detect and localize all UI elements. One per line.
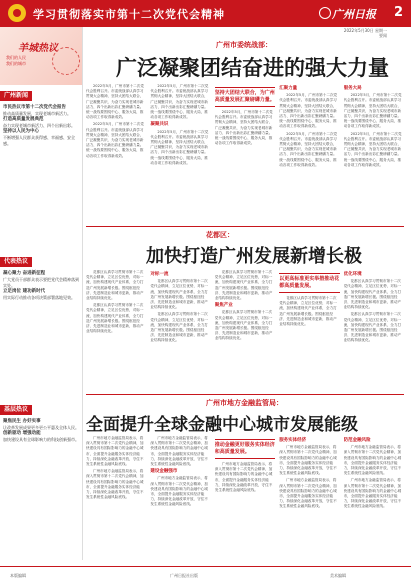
banner-line: 我们的人民 <box>6 55 26 60</box>
article-column <box>215 270 275 392</box>
sidebar-item-text: 广大党员干部群众表示要把党代会精神落到实处。 <box>3 277 79 288</box>
article-column <box>150 270 210 392</box>
article-pullquote: 以更高标准更实举措推动花都高质量发展。 <box>279 273 339 293</box>
article-column <box>279 84 339 222</box>
sidebar <box>0 27 83 560</box>
article-kicker: 广州市地方金融监管局： <box>206 399 283 407</box>
article-kicker: 花都区： <box>206 231 234 239</box>
article-subhead: 建设金融强市 <box>150 469 178 475</box>
article-paragraph: 2022年5月，广州市第十二次党代会胜利召开。市委统战部认真学习贯彻大会精神，坚持大团结大联合，广泛凝聚共识，为奋力实现老城市新活力、四个出新出彩汇聚磅礴力量。统一战线要围绕中心、服务大局，推动各项工作取得新成效。 <box>150 129 209 165</box>
article-column <box>344 270 404 392</box>
article-2-body <box>86 270 404 392</box>
article-subhead: 服务大局 <box>343 86 362 91</box>
article-paragraph: 花都区认真学习贯彻市第十二次党代会精神，立足区位优势，对标一流，加快构建现代产业体系，全力打造广州发展新增长极。围绕枢纽经济、先进制造业和城市更新，推动产业结构持续优化。 <box>343 312 402 343</box>
sidebar-banner-text <box>6 55 46 67</box>
article-headline: 加快打造广州发展新增长极 <box>146 246 362 267</box>
article-paragraph: 2022年5月，广州市第十二次党代会胜利召开。市委统战部认真学习贯彻大会精神，坚持大团结大联合，广泛凝聚共识，为奋力实现老城市新活力、四个出新出彩汇聚磅礴力量。统一战线要围绕中心、服务大局，推动各项工作取得新成效。 <box>279 131 338 167</box>
article-kicker: 广州市委统战部： <box>216 41 272 49</box>
banner-line: 我们的城市 <box>6 61 26 66</box>
article-paragraph: 广州市地方金融监管局表示，将深入贯彻市第十二次党代会精神，加快建设具有国际影响力的金融中心城市，全面提升金融服务实体经济能力，持续深化金融改革开放，守住不发生系统性金融风险底线。 <box>214 462 273 493</box>
header-title: 学习贯彻落实市第十二次党代会精神 <box>33 8 225 21</box>
article-column <box>344 84 404 222</box>
article-subhead: 防范金融风险 <box>343 438 371 443</box>
article-paragraph: 广州市地方金融监管局表示，将深入贯彻市第十二次党代会精神，加快建设具有国际影响力的金融中心城市，全面提升金融服务实体经济能力，持续深化金融改革开放，守住不发生系统性金融风险底线。 <box>343 445 402 476</box>
article-pullquote: 坚持大团结大联合，为广州高质量发展汇聚磅礴力量。 <box>215 87 275 107</box>
article-paragraph: 花都区认真学习贯彻市第十二次党代会精神，立足区位优势，对标一流，加快构建现代产业体系，全力打造广州发展新增长极。围绕枢纽经济、先进制造业和城市更新，推动产业结构持续优化。 <box>214 310 273 341</box>
article-paragraph: 广州市地方金融监管局表示，将深入贯彻市第十二次党代会精神，加快建设具有国际影响力的金融中心城市，全面提升金融服务实体经济能力，持续深化金融改革开放，守住不发生系统性金融风险底线。 <box>150 476 208 507</box>
sidebar-section-body <box>3 105 79 147</box>
page-footer <box>0 566 411 587</box>
article-1-heading <box>86 40 404 82</box>
article-paragraph: 花都区认真学习贯彻市第十二次党代会精神，立足区位优势，对标一流，加快构建现代产业体系，全力打造广州发展新增长极。围绕枢纽经济、先进制造业和城市更新，推动产业结构持续优化。 <box>214 270 273 301</box>
article-paragraph: 花都区认真学习贯彻市第十二次党代会精神，立足区位优势，对标一流，加快构建现代产业体系，全力打造广州发展新增长极。围绕枢纽经济、先进制造业和城市更新，推动产业结构持续优化。 <box>150 312 208 343</box>
sidebar-item-title: 凝心聚力 奋进新征程 <box>3 271 46 276</box>
article-column <box>150 84 210 222</box>
sidebar-item-text: 不断增强人民群众获得感、幸福感、安全感。 <box>3 135 75 146</box>
page-header <box>0 0 411 27</box>
article-paragraph: 花都区认真学习贯彻市第十二次党代会精神，立足区位优势，对标一流，加快构建现代产业体系，全力打造广州发展新增长极。围绕枢纽经济、先进制造业和城市更新，推动产业结构持续优化。 <box>343 279 402 310</box>
article-column <box>344 436 404 562</box>
sidebar-item-text: 推动高质量发展，实现老城市新活力。 <box>3 111 71 116</box>
article-column <box>279 270 339 392</box>
article-paragraph: 2022年5月，广州市第十二次党代会胜利召开。市委统战部认真学习贯彻大会精神，坚持大团结大联合，广泛凝聚共识，为奋力实现老城市新活力、四个出新出彩汇聚磅礴力量。统一战线要围绕中心、服务大局，推动各项工作取得新成效。 <box>279 93 338 129</box>
article-column <box>215 436 275 562</box>
banner-seal-icon <box>52 47 80 75</box>
sidebar-item-title: 坚持以人民为中心 <box>3 129 39 134</box>
article-paragraph: 广州市地方金融监管局表示，将深入贯彻市第十二次党代会精神，加快建设具有国际影响力的金融中心城市，全面提升金融服务实体经济能力，持续深化金融改革开放，守住不发生系统性金融风险底线。 <box>279 478 337 509</box>
article-headline: 全面提升全球金融中心城市发展能级 <box>86 415 358 435</box>
article-paragraph: 花都区认真学习贯彻市第十二次党代会精神，立足区位优势，对标一流，加快构建现代产业体系，全力打造广州发展新增长极。围绕枢纽经济、先进制造业和城市更新，推动产业结构持续优化。 <box>150 279 208 310</box>
sidebar-banner <box>0 27 82 85</box>
article-subhead: 聚焦产业 <box>214 303 233 309</box>
sidebar-section-label: 广州新闻 <box>0 91 32 101</box>
brand-logo-icon <box>319 7 331 19</box>
article-paragraph: 广州市地方金融监管局表示，将深入贯彻市第十二次党代会精神，加快建设具有国际影响力的金融中心城市，全面提升金融服务实体经济能力，持续深化金融改革开放，守住不发生系统性金融风险底线。 <box>343 478 402 509</box>
article-column <box>279 436 339 562</box>
article-2-heading <box>86 230 404 268</box>
article-column <box>150 436 210 562</box>
sidebar-section-label: 代表热议 <box>0 257 32 267</box>
article-column <box>86 84 146 222</box>
article-paragraph: 花都区认真学习贯彻市第十二次党代会精神，立足区位优势，对标一流，加快构建现代产业体系，全力打造广州发展新增长极。围绕枢纽经济、先进制造业和城市更新，推动产业结构持续优化。 <box>279 296 337 327</box>
issue-date: 2022年5月30日 星期一 <box>343 28 387 33</box>
sidebar-section-body <box>3 419 79 443</box>
sidebar-item-text: 奋力实现老城市新活力、四个出新出彩。 <box>3 123 75 128</box>
article-subhead: 汇聚力量 <box>279 86 298 91</box>
section-divider <box>86 394 404 395</box>
sidebar-banner-title: 羊城热议 <box>18 43 58 54</box>
party-emblem-icon <box>8 4 26 22</box>
section-divider <box>86 226 404 227</box>
article-subhead: 对标一流 <box>150 272 169 277</box>
footer-editor: 本版编辑 <box>10 573 26 578</box>
article-subhead: 凝聚共识 <box>150 122 169 128</box>
article-paragraph: 2022年5月，广州市第十二次党代会胜利召开。市委统战部认真学习贯彻大会精神，坚持大团结大联合，广泛凝聚共识，为奋力实现老城市新活力、四个出新出彩汇聚磅礴力量。统一战线要围绕中心、服务大局，推动各项工作取得新成效。 <box>343 131 402 167</box>
sidebar-item-title: 创新驱动 增强动能 <box>3 431 41 436</box>
article-paragraph: 花都区认真学习贯彻市第十二次党代会精神，立足区位优势，对标一流，加快构建现代产业体系，全力打造广州发展新增长极。围绕枢纽经济、先进制造业和城市更新，推动产业结构持续优化。 <box>86 270 144 301</box>
newspaper-brand: 广州日报 <box>332 8 376 21</box>
article-paragraph: 广州市地方金融监管局表示，将深入贯彻市第十二次党代会精神，加快建设具有国际影响力的金融中心城市，全面提升金融服务实体经济能力，持续深化金融改革开放，守住不发生系统性金融风险底线。 <box>279 445 337 476</box>
article-3-heading <box>86 398 404 435</box>
article-subhead: 服务实体经济 <box>279 438 307 443</box>
sidebar-item-title: 聚焦民生 办好实事 <box>3 419 41 424</box>
article-paragraph: 花都区认真学习贯彻市第十二次党代会精神，立足区位优势，对标一流，加快构建现代产业体系，全力打造广州发展新增长极。围绕枢纽经济、先进制造业和城市更新，推动产业结构持续优化。 <box>86 303 144 334</box>
page-number: 2 <box>393 5 403 20</box>
article-headline: 广泛凝聚团结奋进的强大力量 <box>116 55 389 80</box>
article-column <box>86 436 146 562</box>
sidebar-item-text: 加快建设具有全球影响力的科技创新强市。 <box>3 437 79 442</box>
sidebar-item-title: 立足岗位 建功新时代 <box>3 289 46 294</box>
article-1-body <box>86 84 404 222</box>
sidebar-item-title: 市民热议市第十二次党代会报告 <box>3 105 66 110</box>
article-paragraph: 2022年5月，广州市第十二次党代会胜利召开。市委统战部认真学习贯彻大会精神，坚持大团结大联合，广泛凝聚共识，为奋力实现老城市新活力、四个出新出彩汇聚磅礴力量。统一战线要围绕中心、服务大局，推动各项工作取得新成效。 <box>343 93 402 129</box>
article-paragraph: 广州市地方金融监管局表示，将深入贯彻市第十二次党代会精神，加快建设具有国际影响力的金融中心城市，全面提升金融服务实体经济能力，持续深化金融改革开放，守住不发生系统性金融风险底线。 <box>86 436 144 467</box>
sidebar-item-text: 用实际行动推动各项决策部署落地见效。 <box>3 295 75 300</box>
sidebar-item-title: 打造高质量发展典范 <box>3 117 44 122</box>
article-paragraph: 2022年5月，广州市第十二次党代会胜利召开。市委统战部认真学习贯彻大会精神，坚持大团结大联合，广泛凝聚共识，为奋力实现老城市新活力、四个出新出彩汇聚磅礴力量。统一战线要围绕中心、服务大局，推动各项工作取得新成效。 <box>86 84 144 120</box>
sidebar-item-text: 让改革发展成果更多更公平惠及全体人民。 <box>3 425 79 430</box>
article-paragraph: 2022年5月，广州市第十二次党代会胜利召开。市委统战部认真学习贯彻大会精神，坚持大团结大联合，广泛凝聚共识，为奋力实现老城市新活力、四个出新出彩汇聚磅礴力量。统一战线要围绕中心、服务大局，推动各项工作取得新成效。 <box>150 84 209 120</box>
article-3-body <box>86 436 404 562</box>
footer-publisher: 广州日报社出版 <box>170 573 198 578</box>
article-paragraph: 广州市地方金融监管局表示，将深入贯彻市第十二次党代会精神，加快建设具有国际影响力的金融中心城市，全面提升金融服务实体经济能力，持续深化金融改革开放，守住不发生系统性金融风险底线。 <box>150 436 208 467</box>
article-column <box>86 270 146 392</box>
article-paragraph: 广州市地方金融监管局表示，将深入贯彻市第十二次党代会精神，加快建设具有国际影响力的金融中心城市，全面提升金融服务实体经济能力，持续深化金融改革开放，守住不发生系统性金融风险底线。 <box>86 469 144 500</box>
article-column <box>215 84 275 222</box>
sidebar-section-body <box>3 271 79 301</box>
footer-art-editor: 美术编辑 <box>330 573 346 578</box>
article-subhead: 优化环境 <box>343 272 362 277</box>
article-pullquote: 推动金融更好服务实体经济和高质量发展。 <box>215 439 275 459</box>
sidebar-section-label: 基层热议 <box>0 405 32 415</box>
article-paragraph: 2022年5月，广州市第十二次党代会胜利召开。市委统战部认真学习贯彻大会精神，坚持大团结大联合，广泛凝聚共识，为奋力实现老城市新活力、四个出新出彩汇聚磅礴力量。统一战线要围绕中心、服务大局，推动各项工作取得新成效。 <box>214 110 273 146</box>
issue-section: 要闻 <box>379 33 387 38</box>
article-paragraph: 2022年5月，广州市第十二次党代会胜利召开。市委统战部认真学习贯彻大会精神，坚持大团结大联合，广泛凝聚共识，为奋力实现老城市新活力、四个出新出彩汇聚磅礴力量。统一战线要围绕中心、服务大局，推动各项工作取得新成效。 <box>86 122 144 158</box>
